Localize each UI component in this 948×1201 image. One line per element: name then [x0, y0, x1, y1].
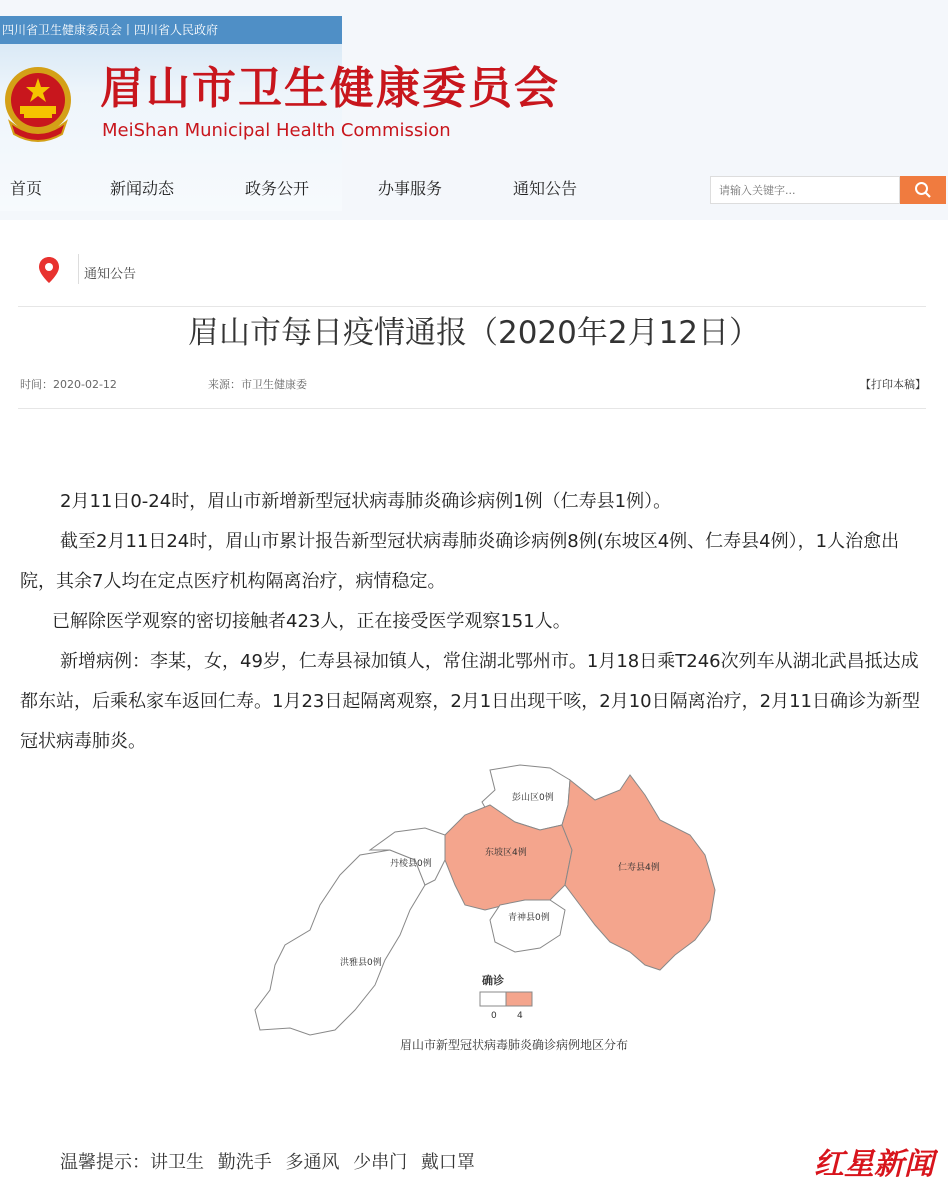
map-region-hongya [255, 850, 425, 1035]
paragraph-contacts: 已解除医学观察的密切接触者423人，正在接受医学观察151人。 [52, 611, 571, 632]
publish-time: 时间：2020-02-12 [20, 378, 117, 391]
map-label-hongya: 洪雅县0例 [340, 958, 382, 968]
search-button[interactable] [900, 176, 946, 204]
nav-item-services[interactable]: 办事服务 [378, 179, 443, 198]
legend-swatch-cases [506, 992, 532, 1006]
top-links[interactable]: 四川省卫生健康委员会丨四川省人民政府 [0, 16, 342, 44]
map-label-dongpo: 东坡区4例 [485, 848, 527, 858]
search-input[interactable] [710, 176, 900, 204]
breadcrumb [24, 246, 324, 292]
map-label-renshou: 仁寿县4例 [618, 863, 660, 873]
legend-min-label: 0 [491, 1011, 497, 1021]
breadcrumb-current[interactable]: 通知公告 [84, 267, 137, 282]
main-nav [0, 168, 578, 210]
article-source: 来源：市卫生健康委 [208, 378, 307, 391]
map-caption: 眉山市新型冠状病毒肺炎确诊病例地区分布 [399, 1038, 628, 1052]
health-tips: 温馨提示：讲卫生 勤洗手 多通风 少串门 戴口罩 [60, 1152, 475, 1173]
divider [18, 306, 926, 307]
site-title-en: MeiShan Municipal Health Commission [102, 120, 451, 141]
map-region-qingshen [490, 900, 565, 952]
nav-item-notices[interactable]: 通知公告 [513, 179, 578, 198]
national-emblem-icon [2, 64, 74, 144]
legend-max-label: 4 [517, 1011, 523, 1021]
nav-item-news[interactable]: 新闻动态 [110, 179, 175, 198]
svg-text:红星新闻: 红星新闻 [814, 1147, 934, 1182]
map-label-danling: 丹棱县0例 [390, 859, 432, 869]
location-pin-icon [38, 256, 60, 284]
case-distribution-map [250, 760, 730, 1060]
site-header [0, 0, 948, 220]
site-title: 眉山市卫生健康委员会 [100, 63, 560, 114]
paragraph-cumulative: 截至2月11日24时，眉山市累计报告新型冠状病毒肺炎确诊病例8例(东坡区4例、仁寿县4例），1人治愈出院，其余7人均在定点医疗机构隔离治疗，病情稳定。 [20, 531, 900, 592]
print-link[interactable]: 【打印本稿】 [860, 378, 926, 391]
nav-item-home[interactable]: 首页 [10, 179, 43, 198]
divider [18, 408, 926, 409]
article-title: 眉山市每日疫情通报（2020年2月12日） [187, 315, 761, 351]
map-label-pengshan: 彭山区0例 [512, 793, 554, 803]
paragraph-case-detail: 新增病例：李某，女，49岁，仁寿县禄加镇人，常住湖北鄂州市。1月18日乘T246次列车从湖北武昌抵达成都东站，后乘私家车返回仁寿。1月23日起隔离观察，2月1日出现干咳，2月10日隔离治疗，2月11日确诊为新型冠状病毒肺炎。 [20, 651, 920, 752]
breadcrumb-divider [78, 254, 79, 284]
search-icon [914, 181, 932, 199]
legend-title: 确诊 [482, 974, 504, 987]
nav-item-gov-affairs[interactable]: 政务公开 [245, 179, 310, 198]
paragraph-new-cases: 2月11日0-24时，眉山市新增新型冠状病毒肺炎确诊病例1例（仁寿县1例）。 [60, 491, 672, 512]
search-bar [710, 176, 946, 204]
map-label-qingshen: 青神县0例 [508, 913, 550, 923]
watermark-logo [812, 1138, 938, 1184]
legend-swatch-zero [480, 992, 506, 1006]
